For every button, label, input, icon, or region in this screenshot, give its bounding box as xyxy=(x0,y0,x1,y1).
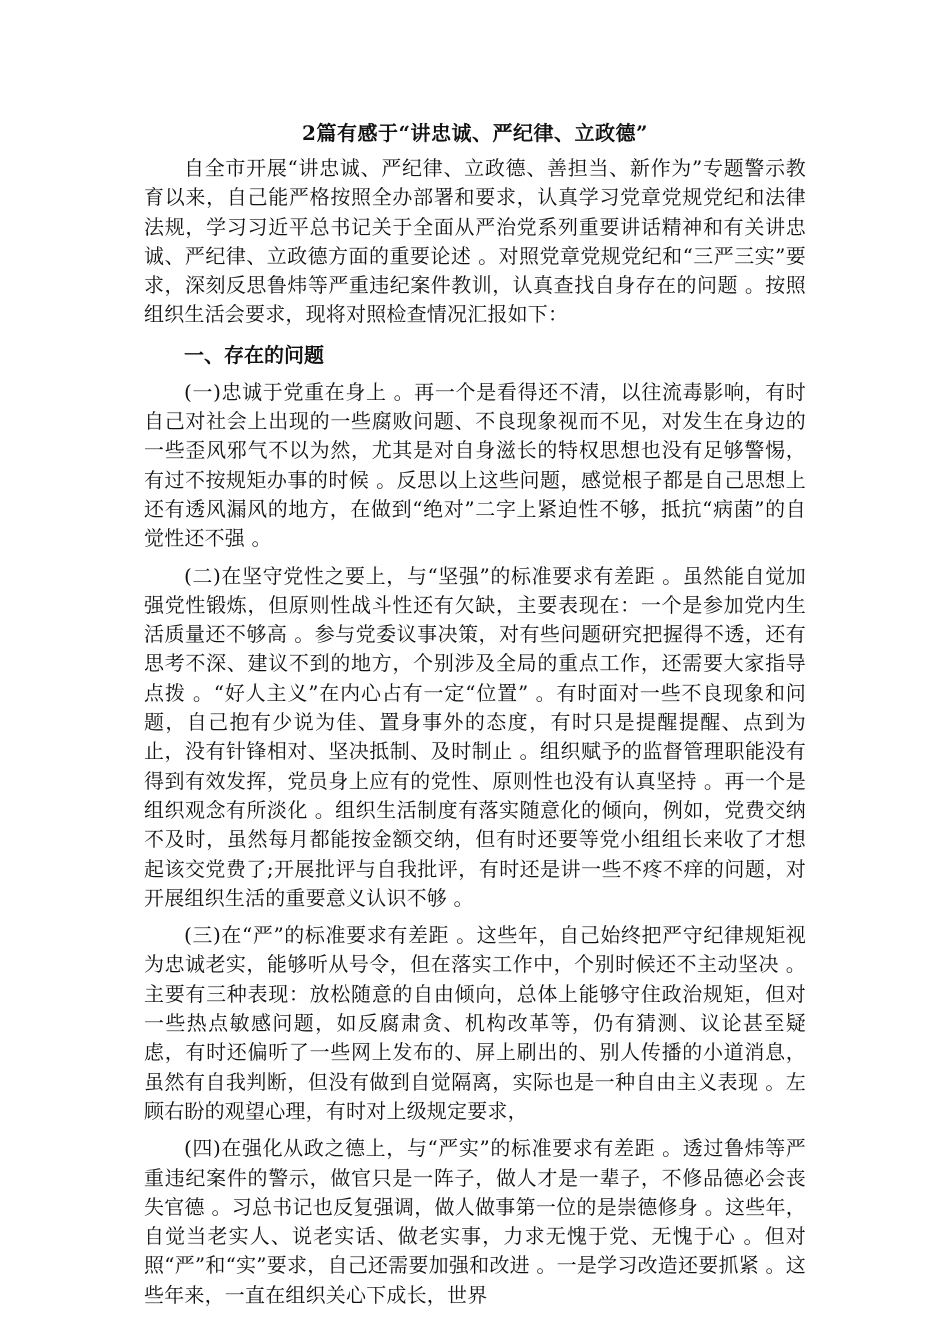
intro-paragraph: 自全市开展“讲忠诚、严纪律、立政德、善担当、新作为”专题警示教育以来，自己能严格按照全办部署和要求，认真学习党章党规党纪和法律法规，学习习近平总书记关于全面从严治党系列重要讲话精神和有关讲忠诚、严纪律、立政德方面的重要论述 。对照党章党规党纪和“三严三实”要求，深刻反思鲁炜等严重违纪案件教训，认真查找自身存在的问题 。按照组织生活会要求，现将对照检查情况汇报如下： xyxy=(144,156,806,327)
document-title: 2篇有感于“讲忠诚、严纪律、立政德” xyxy=(302,121,648,145)
document-body xyxy=(144,118,806,1318)
paragraph-4: (四)在强化从政之德上，与“严实”的标准要求有差距 。透过鲁炜等严重违纪案件的警示，做官只是一阵子，做人才是一辈子，不修品德必会丧失官德 。习总书记也反复强调，做人做事第一位的是崇德修身 。这些年，自觉当老实人、说老实话、做老实事，力求无愧于党、无愧于心 。但对照“严”和“实”要求，自己还需要加强和改进 。一是学习改造还要抓紧 。这些年来，一直在组织关心下成长，世界 xyxy=(144,1136,806,1307)
paragraph-3: (三)在“严”的标准要求有差距 。这些年，自己始终把严守纪律规矩视为忠诚老实，能够听从号令，但在落实工作中，个别时候还不主动坚决 。主要有三种表现：放松随意的自由倾向，总体上能够守住政治规矩，但对一些热点敏感问题，如反腐肃贪、机构改革等，仍有猜测、议论甚至疑虑，有时还偏听了一些网上发布的、屏上刷出的、别人传播的小道消息，虽然有自我判断，但没有做到自觉隔离，实际也是一种自由主义表现 。左顾右盼的观望心理，有时对上级规定要求， xyxy=(144,923,806,1123)
paragraph-2: (二)在坚守党性之要上，与“坚强”的标准要求有差距 。虽然能自觉加强党性锻炼，但原则性战斗性还有欠缺，主要表现在：一个是参加党内生活质量还不够高 。参与党委议事决策，对有些问题研究把握得不透，还有思考不深、建议不到的地方，个别涉及全局的重点工作，还需要大家指导点拨 。“好人主义”在内心占有一定“位置” 。有时面对一些不良现象和问题，自己抱有少说为佳、置身事外的态度，有时只是提醒提醒、点到为止，没有针锋相对、坚决抵制、及时制止 。组织赋予的监督管理职能没有得到有效发挥，党员身上应有的党性、原则性也没有认真坚持 。再一个是组织观念有所淡化 。组织生活制度有落实随意化的倾向，例如，党费交纳不及时，虽然每月都能按金额交纳，但有时还要等党小组组长来收了才想起该交党费了;开展批评与自我批评，有时还是讲一些不疼不痒的问题，对开展组织生活的重要意义认识不够 。 xyxy=(144,563,806,910)
paragraph-1: (一)忠诚于党重在身上 。再一个是看得还不清，以往流毒影响，有时自己对社会上出现的一些腐败问题、不良现象视而不见，对发生在身边的一些歪风邪气不以为然，尤其是对自身滋长的特权思想也没有足够警惕，有过不按规矩办事的时候 。反思以上这些问题，感觉根子都是自己思想上还有透风漏风的地方，在做到“绝对”二字上紧迫性不够，抵抗“病菌”的自觉性还不强 。 xyxy=(144,379,806,551)
section-heading: 一、存在的问题 xyxy=(184,342,324,367)
